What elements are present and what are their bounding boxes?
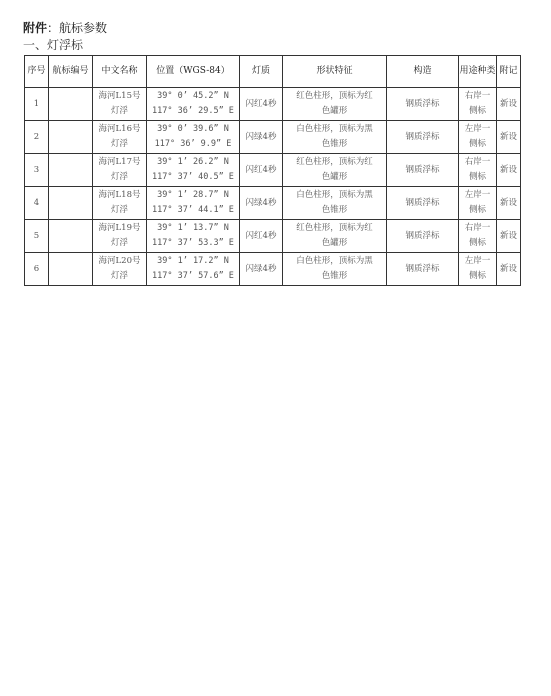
cell-no: 2	[25, 121, 49, 154]
cell-name	[93, 187, 147, 220]
cell-shape-line: 色锥形	[321, 205, 348, 215]
cell-id	[49, 220, 93, 253]
table-row	[25, 121, 521, 154]
cell-name-line: 灯浮	[110, 271, 128, 281]
cell-usage	[459, 154, 497, 187]
cell-longitude: 117° 36’ 9.9” E	[154, 139, 232, 149]
attachment-label: 附件	[23, 21, 48, 35]
cell-usage-line: 左岸一	[464, 190, 491, 200]
cell-light: 闪绿4秒	[240, 253, 283, 286]
cell-light: 闪红4秒	[240, 88, 283, 121]
cell-name-line: 海河L17号	[98, 157, 141, 167]
attachment-title: ：航标参数	[47, 21, 108, 35]
cell-name-line: 海河L18号	[98, 190, 141, 200]
cell-shape-line: 红色柱形，顶标为红	[296, 91, 373, 101]
cell-usage	[459, 187, 497, 220]
cell-id	[49, 88, 93, 121]
cell-id	[49, 154, 93, 187]
cell-name-line: 灯浮	[110, 205, 128, 215]
table-row	[25, 187, 521, 220]
cell-usage	[459, 220, 497, 253]
cell-usage-line: 左岸一	[464, 256, 491, 266]
cell-note: 新设	[497, 220, 521, 253]
col-header-position: 位置（WGS-84）	[147, 56, 240, 88]
cell-shape-line: 白色柱形，顶标为黑	[296, 190, 373, 200]
cell-usage-line: 右岸一	[464, 157, 491, 167]
cell-name-line: 灯浮	[110, 238, 128, 248]
cell-shape-line: 红色柱形，顶标为红	[296, 157, 373, 167]
cell-no: 4	[25, 187, 49, 220]
cell-name-line: 海河L16号	[98, 124, 141, 134]
table-row	[25, 220, 521, 253]
cell-construction: 钢质浮标	[387, 187, 459, 220]
cell-construction: 钢质浮标	[387, 220, 459, 253]
cell-construction: 钢质浮标	[387, 154, 459, 187]
cell-no: 5	[25, 220, 49, 253]
col-header-construction: 构造	[387, 56, 459, 88]
cell-name-line: 海河L20号	[98, 256, 141, 266]
cell-id	[49, 187, 93, 220]
cell-position	[147, 220, 240, 253]
cell-name	[93, 253, 147, 286]
cell-name-line: 海河L15号	[98, 91, 141, 101]
cell-no: 1	[25, 88, 49, 121]
cell-longitude: 117° 37’ 44.1” E	[152, 205, 234, 215]
table-row	[25, 88, 521, 121]
cell-usage-line: 右岸一	[464, 223, 491, 233]
cell-note: 新设	[497, 121, 521, 154]
cell-position	[147, 121, 240, 154]
cell-light: 闪绿4秒	[240, 187, 283, 220]
cell-id	[49, 121, 93, 154]
cell-shape	[283, 220, 387, 253]
cell-usage-line: 侧标	[468, 139, 486, 149]
cell-usage-line: 侧标	[468, 172, 486, 182]
cell-usage-line: 左岸一	[464, 124, 491, 134]
col-header-note: 附记	[497, 56, 521, 88]
cell-latitude: 39° 1’ 26.2” N	[157, 157, 229, 167]
cell-usage	[459, 121, 497, 154]
cell-latitude: 39° 0’ 45.2” N	[157, 91, 229, 101]
cell-construction: 钢质浮标	[387, 253, 459, 286]
cell-shape-line: 红色柱形，顶标为红	[296, 223, 373, 233]
cell-longitude: 117° 36’ 29.5” E	[152, 106, 234, 116]
cell-latitude: 39° 1’ 13.7” N	[157, 223, 229, 233]
table-row	[25, 154, 521, 187]
col-header-shape: 形状特征	[283, 56, 387, 88]
cell-name-line: 灯浮	[110, 172, 128, 182]
col-header-no: 序号	[25, 56, 49, 88]
cell-light: 闪红4秒	[240, 154, 283, 187]
col-header-name: 中文名称	[93, 56, 147, 88]
attachment-heading	[23, 20, 107, 36]
cell-construction: 钢质浮标	[387, 121, 459, 154]
cell-usage	[459, 88, 497, 121]
cell-shape-line: 色罐形	[321, 172, 348, 182]
cell-note: 新设	[497, 154, 521, 187]
cell-name	[93, 220, 147, 253]
cell-note: 新设	[497, 253, 521, 286]
cell-note: 新设	[497, 187, 521, 220]
col-header-light: 灯质	[240, 56, 283, 88]
cell-name-line: 海河L19号	[98, 223, 141, 233]
cell-latitude: 39° 1’ 28.7” N	[157, 190, 229, 200]
cell-usage-line: 右岸一	[464, 91, 491, 101]
cell-no: 3	[25, 154, 49, 187]
cell-name-line: 灯浮	[110, 106, 128, 116]
cell-light: 闪绿4秒	[240, 121, 283, 154]
cell-light: 闪红4秒	[240, 220, 283, 253]
cell-longitude: 117° 37’ 40.5” E	[152, 172, 234, 182]
cell-note: 新设	[497, 88, 521, 121]
cell-name	[93, 88, 147, 121]
cell-usage	[459, 253, 497, 286]
cell-usage-line: 侧标	[468, 238, 486, 248]
cell-construction: 钢质浮标	[387, 88, 459, 121]
cell-id	[49, 253, 93, 286]
table-header-row	[25, 56, 521, 88]
cell-shape	[283, 154, 387, 187]
cell-usage-line: 侧标	[468, 271, 486, 281]
cell-shape	[283, 253, 387, 286]
col-header-usage: 用途种类	[459, 56, 497, 88]
cell-name	[93, 154, 147, 187]
cell-shape-line: 白色柱形，顶标为黑	[296, 256, 373, 266]
cell-longitude: 117° 37’ 53.3” E	[152, 238, 234, 248]
cell-shape	[283, 187, 387, 220]
cell-shape	[283, 121, 387, 154]
cell-shape-line: 色罐形	[321, 106, 348, 116]
table-row	[25, 253, 521, 286]
cell-longitude: 117° 37’ 57.6” E	[152, 271, 234, 281]
cell-position	[147, 187, 240, 220]
cell-shape-line: 色锥形	[321, 271, 348, 281]
cell-shape-line: 色锥形	[321, 139, 348, 149]
cell-no: 6	[25, 253, 49, 286]
section-title: 一、灯浮标	[23, 38, 84, 52]
cell-name	[93, 121, 147, 154]
cell-latitude: 39° 1’ 17.2” N	[157, 256, 229, 266]
cell-shape-line: 白色柱形，顶标为黑	[296, 124, 373, 134]
cell-usage-line: 侧标	[468, 106, 486, 116]
col-header-id: 航标编号	[49, 56, 93, 88]
beacon-parameter-table	[24, 55, 521, 286]
cell-position	[147, 88, 240, 121]
cell-shape-line: 色罐形	[321, 238, 348, 248]
cell-name-line: 灯浮	[110, 139, 128, 149]
cell-position	[147, 154, 240, 187]
cell-position	[147, 253, 240, 286]
cell-usage-line: 侧标	[468, 205, 486, 215]
cell-latitude: 39° 0’ 39.6” N	[157, 124, 229, 134]
cell-shape	[283, 88, 387, 121]
